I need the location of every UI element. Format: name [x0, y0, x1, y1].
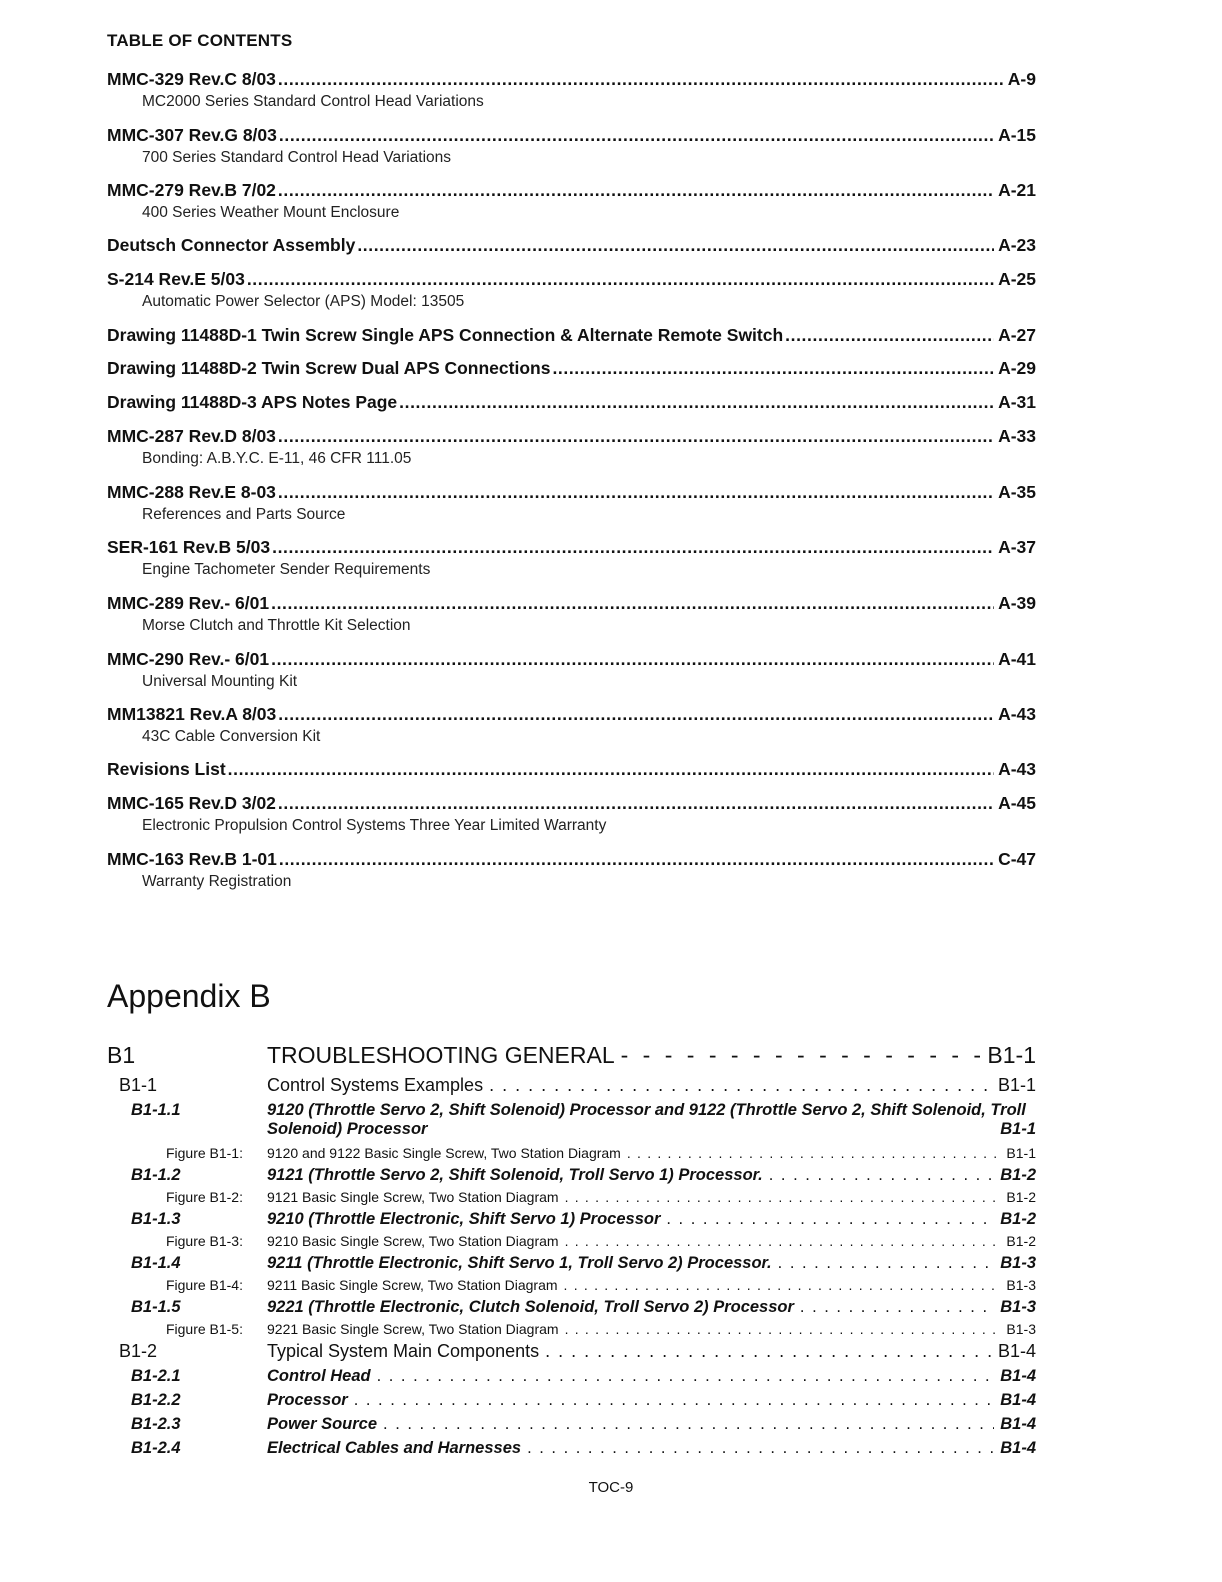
- entry-title[interactable]: SER-161 Rev.B 5/03: [107, 537, 271, 557]
- entry-title[interactable]: 9210 (Throttle Electronic, Shift Servo 1) Processor: [267, 1210, 661, 1228]
- entry-number: B1-1.2: [131, 1166, 181, 1184]
- entry-page: A-23: [998, 235, 1036, 255]
- entry-subtitle: Universal Mounting Kit: [142, 673, 298, 690]
- entry-title[interactable]: MMC-290 Rev.- 6/01: [107, 649, 270, 669]
- toc-entry[interactable]: [107, 69, 1036, 111]
- toc-entry[interactable]: [107, 704, 1036, 746]
- figure-entry[interactable]: [107, 1189, 1036, 1207]
- page-number: TOC-9: [588, 1479, 634, 1496]
- toc-entry[interactable]: [107, 593, 1036, 635]
- entry-page: A-21: [998, 180, 1036, 200]
- entry-title[interactable]: 9121 (Throttle Servo 2, Shift Solenoid, Troll Servo 1) Processor.: [267, 1166, 763, 1184]
- entry-page: A-43: [998, 704, 1036, 724]
- toc-entry[interactable]: [107, 358, 1036, 380]
- entry-title[interactable]: Drawing 11488D-1 Twin Screw Single APS Connection & Alternate Remote Switch: [107, 325, 784, 345]
- entry-title[interactable]: MMC-289 Rev.- 6/01: [107, 593, 270, 613]
- entry-number: B1-2.3: [131, 1415, 181, 1433]
- figure-title[interactable]: 9211 Basic Single Screw, Two Station Diagram: [267, 1277, 558, 1293]
- toc-entry[interactable]: [107, 1166, 1036, 1186]
- toc-entry[interactable]: [107, 537, 1036, 579]
- entry-number: B1-1.3: [131, 1210, 181, 1228]
- entry-number: B1-2.1: [131, 1367, 181, 1385]
- entry-page: B1-4: [1000, 1415, 1036, 1433]
- entry-page: A-35: [998, 482, 1036, 502]
- entry-title[interactable]: 9120 (Throttle Servo 2, Shift Solenoid) Processor and 9122 (Throttle Servo 2, Shift Solenoid, Troll: [267, 1101, 1026, 1119]
- entry-subtitle: Engine Tachometer Sender Requirements: [142, 561, 431, 578]
- figure-entry[interactable]: [107, 1145, 1036, 1163]
- entry-subtitle: Electronic Propulsion Control Systems Three Year Limited Warranty: [142, 817, 607, 834]
- entry-title[interactable]: MM13821 Rev.A 8/03: [107, 704, 277, 724]
- toc-entry[interactable]: [107, 849, 1036, 891]
- entry-title[interactable]: MMC-307 Rev.G 8/03: [107, 125, 277, 145]
- figure-number: Figure B1-4:: [165, 1277, 243, 1293]
- entry-page: A-41: [998, 649, 1036, 669]
- figure-entry[interactable]: [107, 1321, 1036, 1339]
- entry-page: B1-3: [1000, 1254, 1036, 1272]
- entry-page: A-27: [998, 325, 1036, 345]
- entry-title[interactable]: S-214 Rev.E 5/03: [107, 269, 245, 289]
- toc-entry[interactable]: [107, 125, 1036, 167]
- entry-title[interactable]: MMC-163 Rev.B 1-01: [107, 849, 277, 869]
- figure-number: Figure B1-3:: [165, 1233, 243, 1249]
- entry-title[interactable]: 9211 (Throttle Electronic, Shift Servo 1, Troll Servo 2) Processor.: [267, 1254, 772, 1272]
- entry-number: B1-1.4: [131, 1254, 181, 1272]
- toc-entry[interactable]: [107, 1210, 1036, 1230]
- entry-subtitle: MC2000 Series Standard Control Head Variations: [142, 93, 484, 110]
- entry-page: B1-4: [1000, 1367, 1036, 1385]
- entry-subtitle: Morse Clutch and Throttle Kit Selection: [142, 617, 411, 634]
- entry-page: A-39: [998, 593, 1036, 613]
- toc-entry[interactable]: [107, 1341, 1036, 1363]
- entry-number: B1-2: [119, 1341, 158, 1361]
- entry-page: A-43: [998, 759, 1036, 779]
- figure-page: B1-2: [1006, 1233, 1036, 1249]
- toc-entry[interactable]: [107, 1391, 1036, 1411]
- section-number: B1: [107, 1042, 136, 1068]
- toc-entry[interactable]: [107, 392, 1036, 414]
- figure-number: Figure B1-1:: [165, 1145, 243, 1161]
- entry-page: A-33: [998, 426, 1036, 446]
- figure-title[interactable]: 9221 Basic Single Screw, Two Station Diagram: [267, 1321, 559, 1337]
- entry-subtitle: 400 Series Weather Mount Enclosure: [142, 204, 400, 221]
- entry-page: C-47: [998, 849, 1036, 869]
- entry-title[interactable]: Typical System Main Components: [267, 1341, 540, 1361]
- figure-number: Figure B1-5:: [165, 1321, 243, 1337]
- entry-title[interactable]: MMC-288 Rev.E 8-03: [107, 482, 276, 502]
- entry-page: A-25: [998, 269, 1036, 289]
- figure-title[interactable]: 9210 Basic Single Screw, Two Station Diagram: [267, 1233, 559, 1249]
- entry-number: B1-1.1: [131, 1101, 181, 1119]
- entry-title[interactable]: Drawing 11488D-2 Twin Screw Dual APS Connections: [107, 358, 551, 378]
- toc-entry[interactable]: [107, 482, 1036, 524]
- toc-entry[interactable]: [107, 1367, 1036, 1387]
- entry-title[interactable]: 9221 (Throttle Electronic, Clutch Solenoid, Troll Servo 2) Processor: [267, 1298, 794, 1316]
- entry-number: B1-1: [119, 1075, 158, 1095]
- entry-title[interactable]: Control Systems Examples: [267, 1075, 484, 1095]
- entry-page: B1-4: [997, 1341, 1036, 1361]
- entry-title[interactable]: Electrical Cables and Harnesses: [267, 1439, 522, 1457]
- toc-entry[interactable]: [107, 1439, 1036, 1459]
- figure-page: B1-3: [1006, 1321, 1036, 1337]
- toc-entry[interactable]: [107, 269, 1036, 311]
- figure-title[interactable]: 9121 Basic Single Screw, Two Station Diagram: [267, 1189, 559, 1205]
- entry-page: B1-2: [1000, 1166, 1036, 1184]
- figure-entry[interactable]: [107, 1277, 1036, 1295]
- entry-title[interactable]: Deutsch Connector Assembly: [107, 235, 356, 255]
- entry-subtitle: 43C Cable Conversion Kit: [142, 728, 321, 745]
- entry-subtitle: Automatic Power Selector (APS) Model: 13505: [142, 293, 465, 310]
- entry-page: B1-1: [997, 1075, 1036, 1095]
- entry-title[interactable]: Control Head: [267, 1367, 371, 1385]
- entry-page: B1-4: [1000, 1391, 1036, 1409]
- entry-title[interactable]: MMC-165 Rev.D 3/02: [107, 793, 276, 813]
- figure-number: Figure B1-2:: [165, 1189, 243, 1205]
- entry-page: B1-1: [1000, 1120, 1036, 1138]
- toc-entry[interactable]: [107, 759, 1036, 781]
- section-title[interactable]: TROUBLESHOOTING GENERAL: [267, 1042, 615, 1068]
- entry-title[interactable]: MMC-287 Rev.D 8/03: [107, 426, 276, 446]
- entry-subtitle: Warranty Registration: [142, 873, 292, 890]
- figure-page: B1-1: [1006, 1145, 1036, 1161]
- section-entry[interactable]: [107, 1042, 1036, 1072]
- toc-entry[interactable]: [107, 1298, 1036, 1318]
- entry-subtitle: References and Parts Source: [142, 506, 346, 523]
- entry-page: A-9: [1007, 69, 1036, 89]
- entry-page: A-45: [998, 793, 1036, 813]
- entry-title[interactable]: Revisions List: [107, 759, 226, 779]
- entry-title[interactable]: Drawing 11488D-3 APS Notes Page: [107, 392, 398, 412]
- toc-entry[interactable]: [107, 235, 1036, 257]
- section-page: B1-1: [987, 1042, 1036, 1068]
- toc-entry[interactable]: [107, 1415, 1036, 1435]
- figure-entry[interactable]: [107, 1233, 1036, 1251]
- entry-page: A-15: [998, 125, 1036, 145]
- entry-page: A-29: [998, 358, 1036, 378]
- entry-number: B1-1.5: [131, 1298, 181, 1316]
- toc-entry[interactable]: [107, 180, 1036, 222]
- toc-heading: TABLE OF CONTENTS: [107, 31, 293, 50]
- entry-number: B1-2.4: [131, 1439, 181, 1457]
- entry-title[interactable]: MMC-279 Rev.B 7/02: [107, 180, 276, 200]
- figure-page: B1-2: [1006, 1189, 1036, 1205]
- entry-number: B1-2.2: [131, 1391, 181, 1409]
- entry-title[interactable]: MMC-329 Rev.C 8/03: [107, 69, 276, 89]
- entry-subtitle: 700 Series Standard Control Head Variations: [142, 149, 452, 166]
- appendix-title: Appendix B: [107, 978, 271, 1014]
- toc-entry[interactable]: [107, 649, 1036, 691]
- entry-page: A-31: [998, 392, 1036, 412]
- entry-title[interactable]: Power Source: [267, 1415, 378, 1433]
- entry-page: A-37: [998, 537, 1036, 557]
- toc-entry[interactable]: [107, 793, 1036, 835]
- figure-page: B1-3: [1006, 1277, 1036, 1293]
- toc-entry[interactable]: [107, 325, 1036, 347]
- figure-title[interactable]: 9120 and 9122 Basic Single Screw, Two Station Diagram: [267, 1145, 621, 1161]
- entry-title-continued[interactable]: Solenoid) Processor: [267, 1120, 428, 1138]
- entry-subtitle: Bonding: A.B.Y.C. E-11, 46 CFR 111.05: [142, 450, 412, 467]
- toc-entry[interactable]: [107, 1254, 1036, 1274]
- entry-page: B1-2: [1000, 1210, 1036, 1228]
- toc-entry[interactable]: [107, 1075, 1036, 1097]
- entry-page: B1-4: [1000, 1439, 1036, 1457]
- toc-entry[interactable]: [107, 1101, 1036, 1143]
- toc-entry[interactable]: [107, 426, 1036, 468]
- entry-title[interactable]: Processor: [267, 1391, 348, 1409]
- entry-page: B1-3: [1000, 1298, 1036, 1316]
